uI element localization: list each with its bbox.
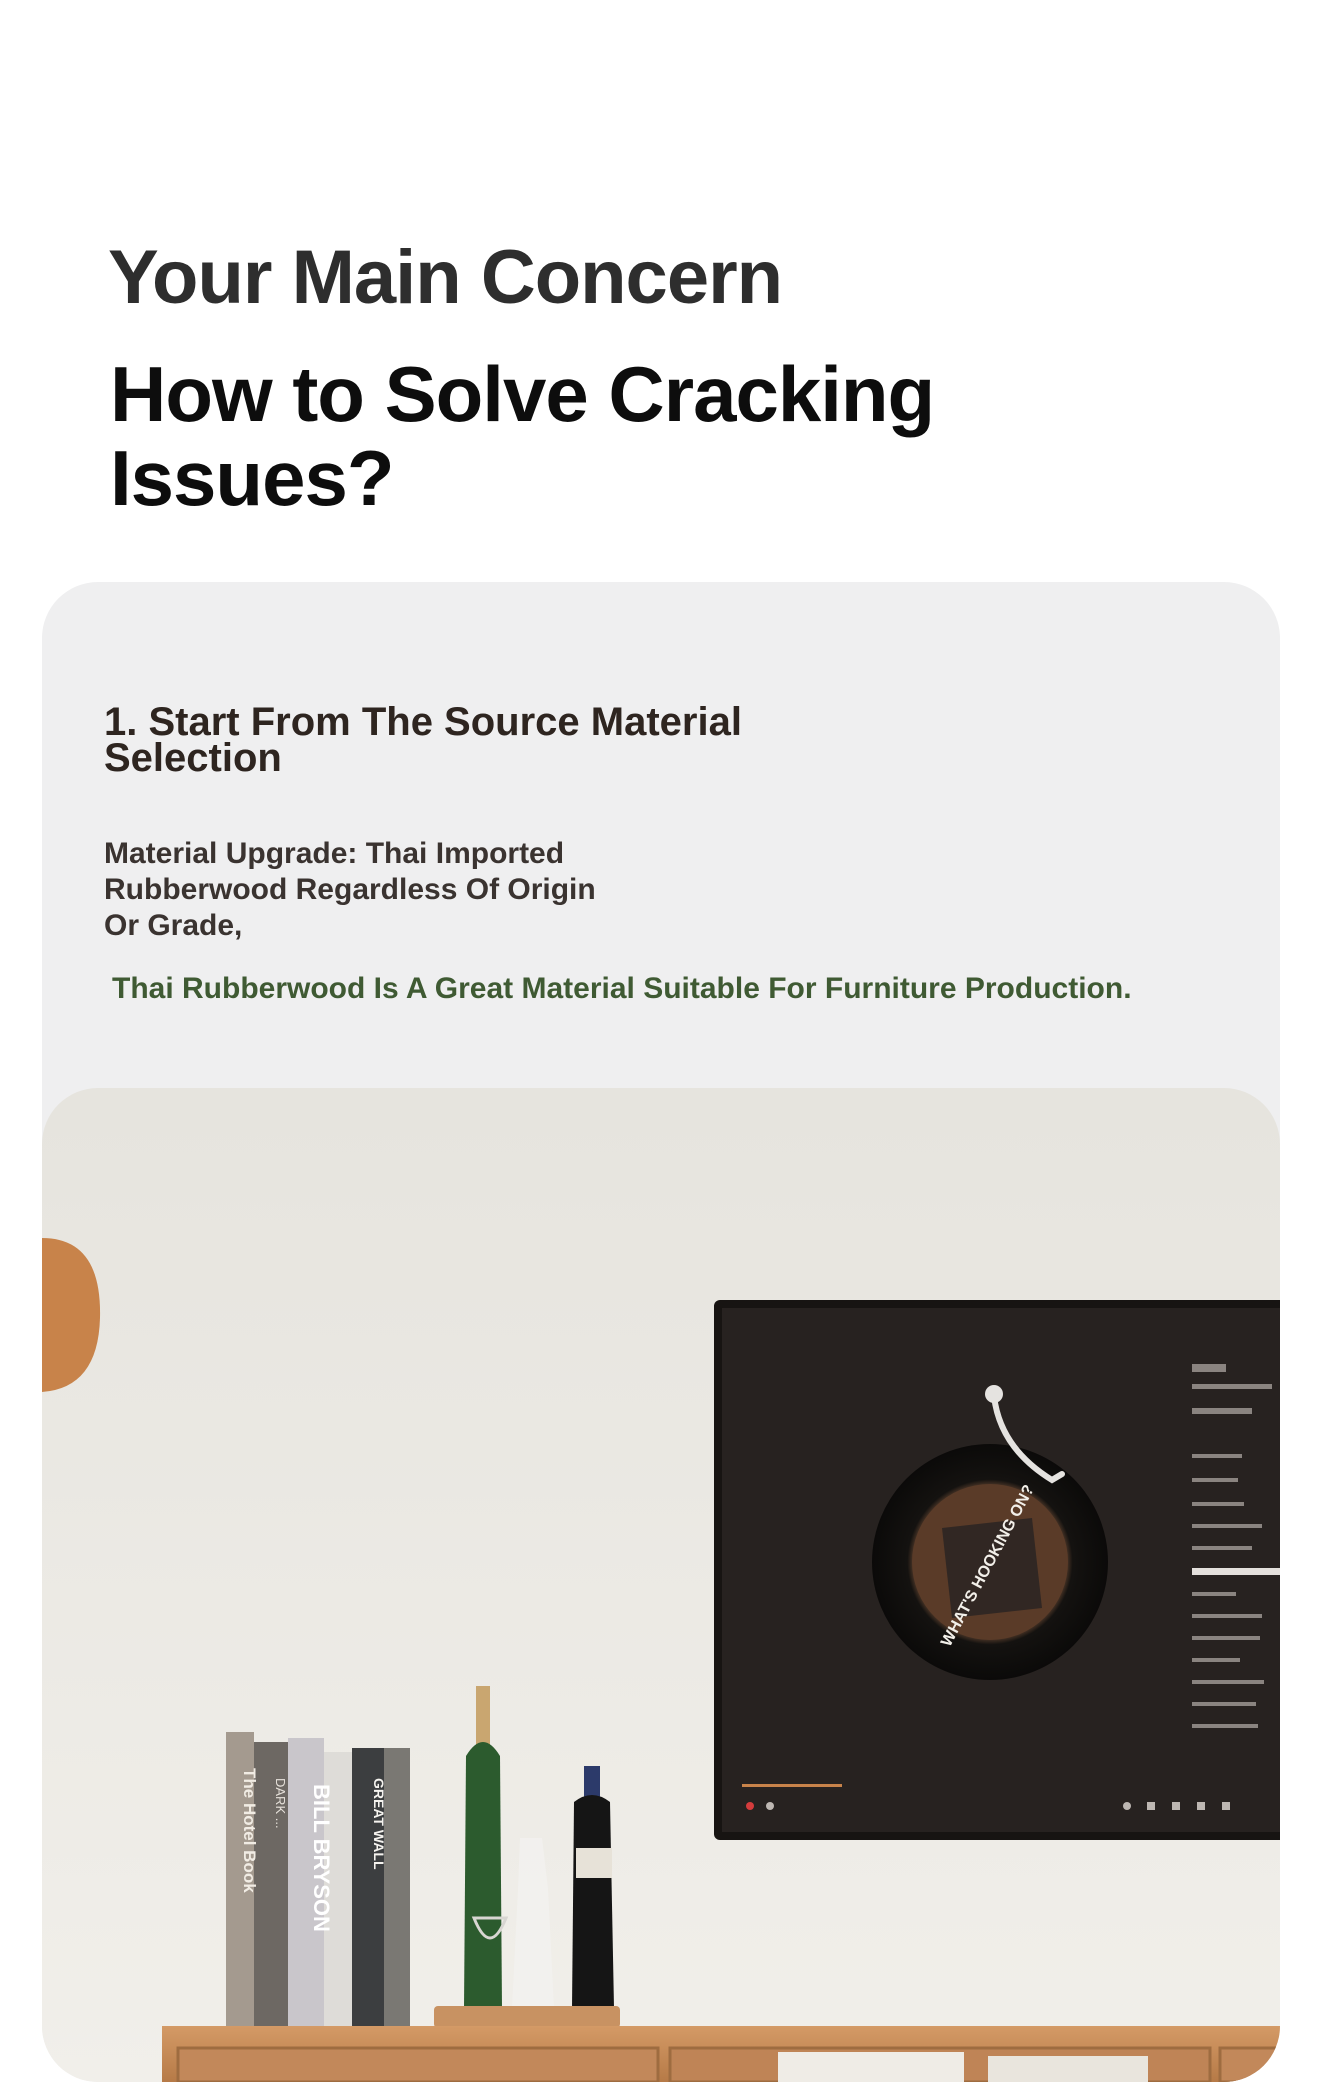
section-body-line-1: Material Upgrade: Thai Imported xyxy=(104,837,565,870)
book-spine-2: DARK ... xyxy=(273,1778,288,1829)
page-title-line-1: How to Solve Cracking xyxy=(110,350,935,438)
content-card xyxy=(42,582,1280,2082)
section-title-line-2: Selection xyxy=(104,736,282,780)
record-label-text: WHAT'S HOOKING ON? xyxy=(938,1482,1038,1650)
book-spine-1: The Hotel Book xyxy=(240,1768,259,1893)
section-title-line-1: 1. Start From The Source Material xyxy=(104,700,742,744)
section-body-line-3: Or Grade, xyxy=(104,909,243,942)
page-title-line-2: Issues? xyxy=(110,434,394,522)
product-photo xyxy=(42,1088,1280,2082)
tv-progress-bar xyxy=(742,1784,842,1787)
section-note: Thai Rubberwood Is A Great Material Suitable For Furniture Production. xyxy=(112,972,1132,1005)
book-spine-4: GREAT WALL xyxy=(371,1778,387,1870)
section-body xyxy=(104,836,644,944)
book-spine-3: BILL BRYSON xyxy=(309,1784,334,1932)
section-eyebrow: Your Main Concern xyxy=(108,235,783,320)
product-photo-illustration xyxy=(42,1088,1280,2082)
section-body-line-2: Rubberwood Regardless Of Origin xyxy=(104,873,596,906)
books xyxy=(226,1732,410,2034)
section-title xyxy=(104,700,864,780)
page-title xyxy=(110,352,1010,520)
